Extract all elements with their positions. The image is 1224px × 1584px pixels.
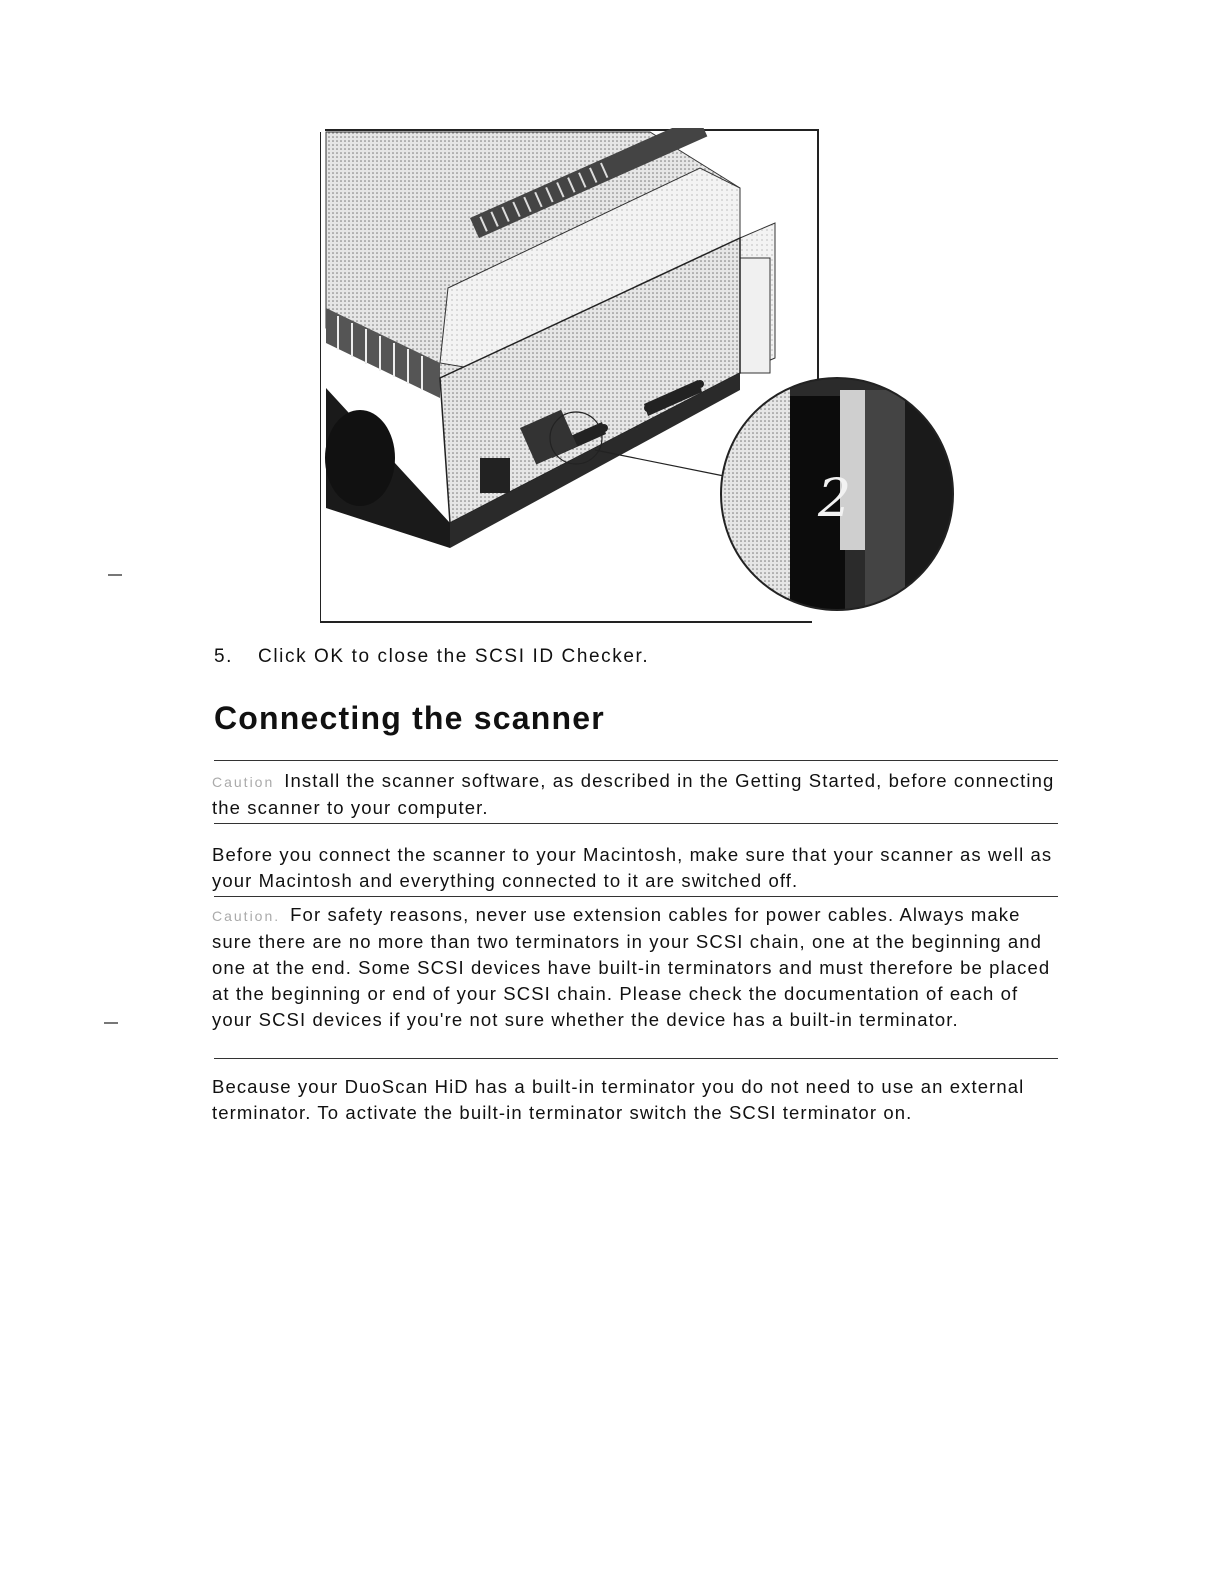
scanner-back-panel-drawing bbox=[320, 128, 960, 628]
step-5 bbox=[214, 646, 649, 668]
divider bbox=[214, 760, 1058, 761]
section-heading: Connecting the scanner bbox=[214, 700, 605, 736]
divider bbox=[214, 823, 1058, 824]
divider bbox=[214, 1058, 1058, 1059]
caution-label: Caution. bbox=[212, 908, 281, 924]
install-note bbox=[212, 768, 1062, 821]
caution-note bbox=[212, 902, 1062, 1033]
divider bbox=[214, 896, 1058, 897]
paragraph-terminator: Because your DuoScan HiD has a built-in terminator you do not need to use an external terminator. To activate the built-in terminator switch the SCSI terminator on. bbox=[212, 1076, 1025, 1123]
scan-mark bbox=[104, 1022, 118, 1024]
callout-number: 2 bbox=[818, 469, 852, 529]
paragraph-switch-off: Before you connect the scanner to your Macintosh, make sure that your scanner as well as your Macintosh and everything connected to it are switched off. bbox=[212, 844, 1053, 891]
scanner-illustration bbox=[320, 128, 960, 628]
caution-text: For safety reasons, never use extension cables for power cables. Always make sure there are no more than two terminators in your SCSI chain, one at the beginning and one at the end. Some SCSI devices have built-in terminators and must therefore be placed at the beginning or end of your SCSI chain. Please check the documentation of each of your SCSI devices if you're not sure whether the device has a built-in terminator. bbox=[212, 904, 1051, 1030]
step-number: 5. bbox=[214, 646, 234, 667]
note-text: Install the scanner software, as described in the Getting Started, before connecting the scanner to your computer. bbox=[212, 770, 1055, 818]
step-text: Click OK to close the SCSI ID Checker. bbox=[258, 646, 650, 667]
scan-mark bbox=[108, 574, 122, 576]
note-label: Caution bbox=[212, 774, 275, 790]
